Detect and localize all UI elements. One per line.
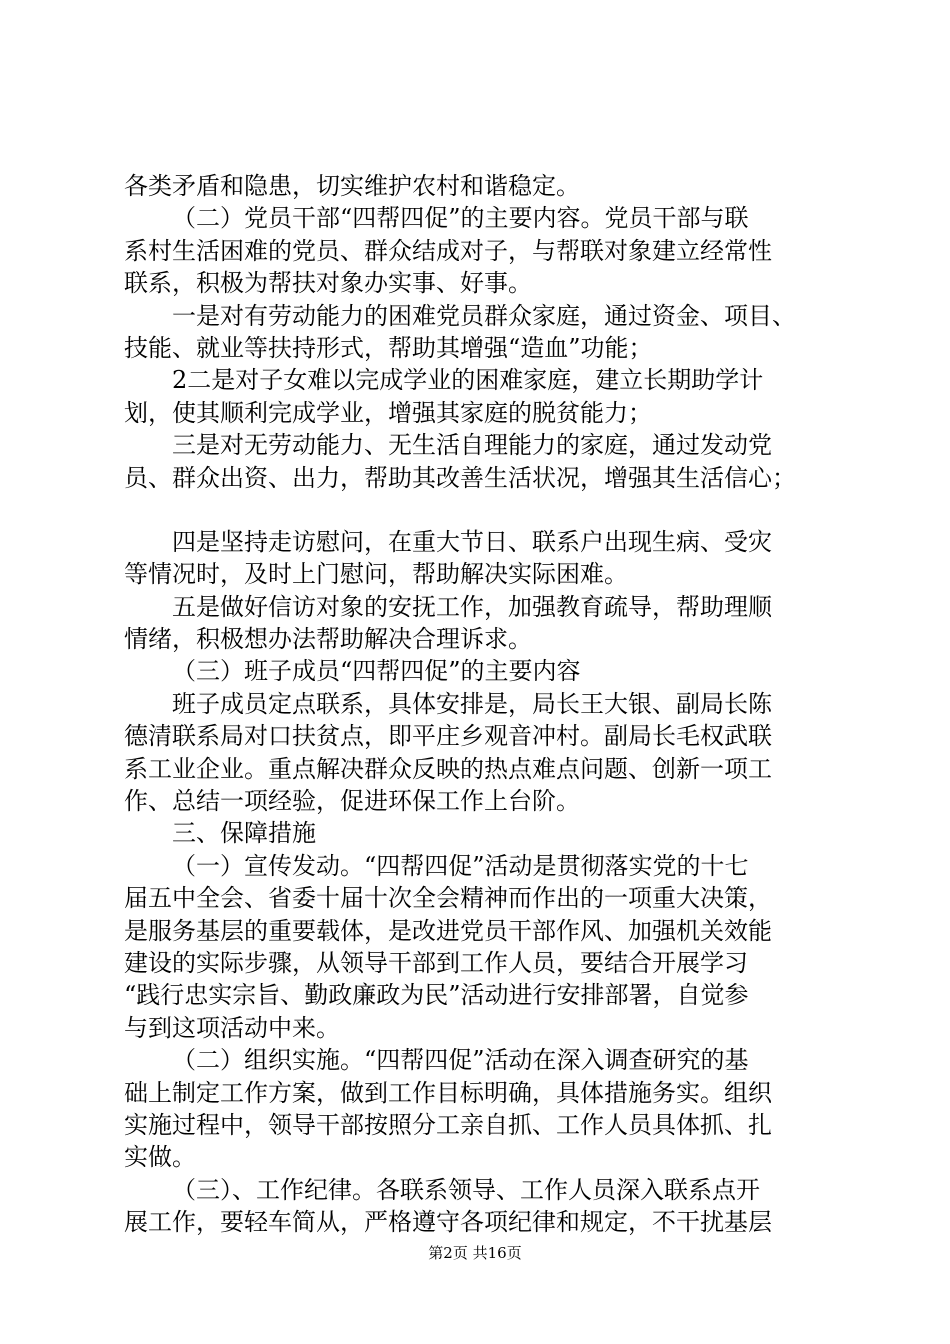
text-line: 实做。: [124, 1143, 196, 1172]
document-body: [124, 170, 834, 1239]
text-line: 四是坚持走访慰问，在重大节日、联系户出现生病、受灾: [172, 527, 772, 556]
text-line: 与到这项活动中来。: [124, 1013, 340, 1042]
text-line: （三）班子成员“四帮四促”的主要内容: [172, 657, 581, 686]
section-heading: 三、保障措施: [172, 819, 316, 848]
page-number-footer: 第2页 共16页: [428, 1244, 522, 1262]
text-line: 础上制定工作方案，做到工作目标明确，具体措施务实。组织: [124, 1078, 772, 1107]
text-line: 三是对无劳动能力、无生活自理能力的家庭，通过发动党: [172, 431, 772, 460]
text-line: 展工作，要轻车简从，严格遵守各项纪律和规定，不干扰基层: [124, 1208, 772, 1237]
text-line: 建设的实际步骤，从领导干部到工作人员，要结合开展学习: [124, 948, 748, 977]
text-line: 各类矛盾和隐患，切实维护农村和谐稳定。: [124, 172, 580, 200]
text-line: 一是对有劳动能力的困难党员群众家庭，通过资金、项目、: [172, 301, 796, 330]
text-line: （二）党员干部“四帮四促”的主要内容。党员干部与联: [172, 204, 749, 233]
text-line: 实施过程中，领导干部按照分工亲自抓、工作人员具体抓、扎: [124, 1110, 772, 1139]
text-line: 系工业企业。重点解决群众反映的热点难点问题、创新一项工: [124, 754, 772, 783]
text-line: 2二是对子女难以完成学业的困难家庭，建立长期助学计: [172, 366, 764, 395]
text-line: 系村生活困难的党员、群众结成对子，与帮联对象建立经常性: [124, 236, 772, 265]
text-line: “践行忠实宗旨、勤政廉政为民”活动进行安排部署，自觉参: [124, 981, 749, 1010]
text-line: 班子成员定点联系，具体安排是，局长王大银、副局长陈: [172, 689, 772, 718]
text-line: 作、总结一项经验，促进环保工作上台阶。: [124, 787, 580, 816]
text-line: （三）、工作纪律。各联系领导、工作人员深入联系点开: [172, 1175, 760, 1204]
text-line: 等情况时，及时上门慰问，帮助解决实际困难。: [124, 560, 628, 589]
text-line: 划，使其顺利完成学业，增强其家庭的脱贫能力；: [124, 398, 652, 427]
text-line: 技能、就业等扶持形式，帮助其增强“造血”功能；: [124, 333, 653, 362]
text-line: （一）宣传发动。“四帮四促”活动是贯彻落实党的十七: [172, 851, 749, 880]
text-line: （二）组织实施。“四帮四促”活动在深入调查研究的基: [172, 1046, 749, 1075]
text-line: 届五中全会、省委十届十次全会精神而作出的一项重大决策，: [124, 884, 772, 913]
text-line: 联系，积极为帮扶对象办实事、好事。: [124, 269, 532, 298]
text-line: 员、群众出资、出力，帮助其改善生活状况，增强其生活信心；: [124, 463, 796, 492]
text-line: 德清联系局对口扶贫点，即平庄乡观音冲村。副局长毛权武联: [124, 722, 772, 751]
text-line: 情绪，积极想办法帮助解决合理诉求。: [124, 625, 532, 654]
paragraph-gap: [124, 494, 834, 526]
text-line: 是服务基层的重要载体，是改进党员干部作风、加强机关效能: [124, 916, 772, 945]
text-line: 五是做好信访对象的安抚工作，加强教育疏导，帮助理顺: [172, 592, 772, 621]
